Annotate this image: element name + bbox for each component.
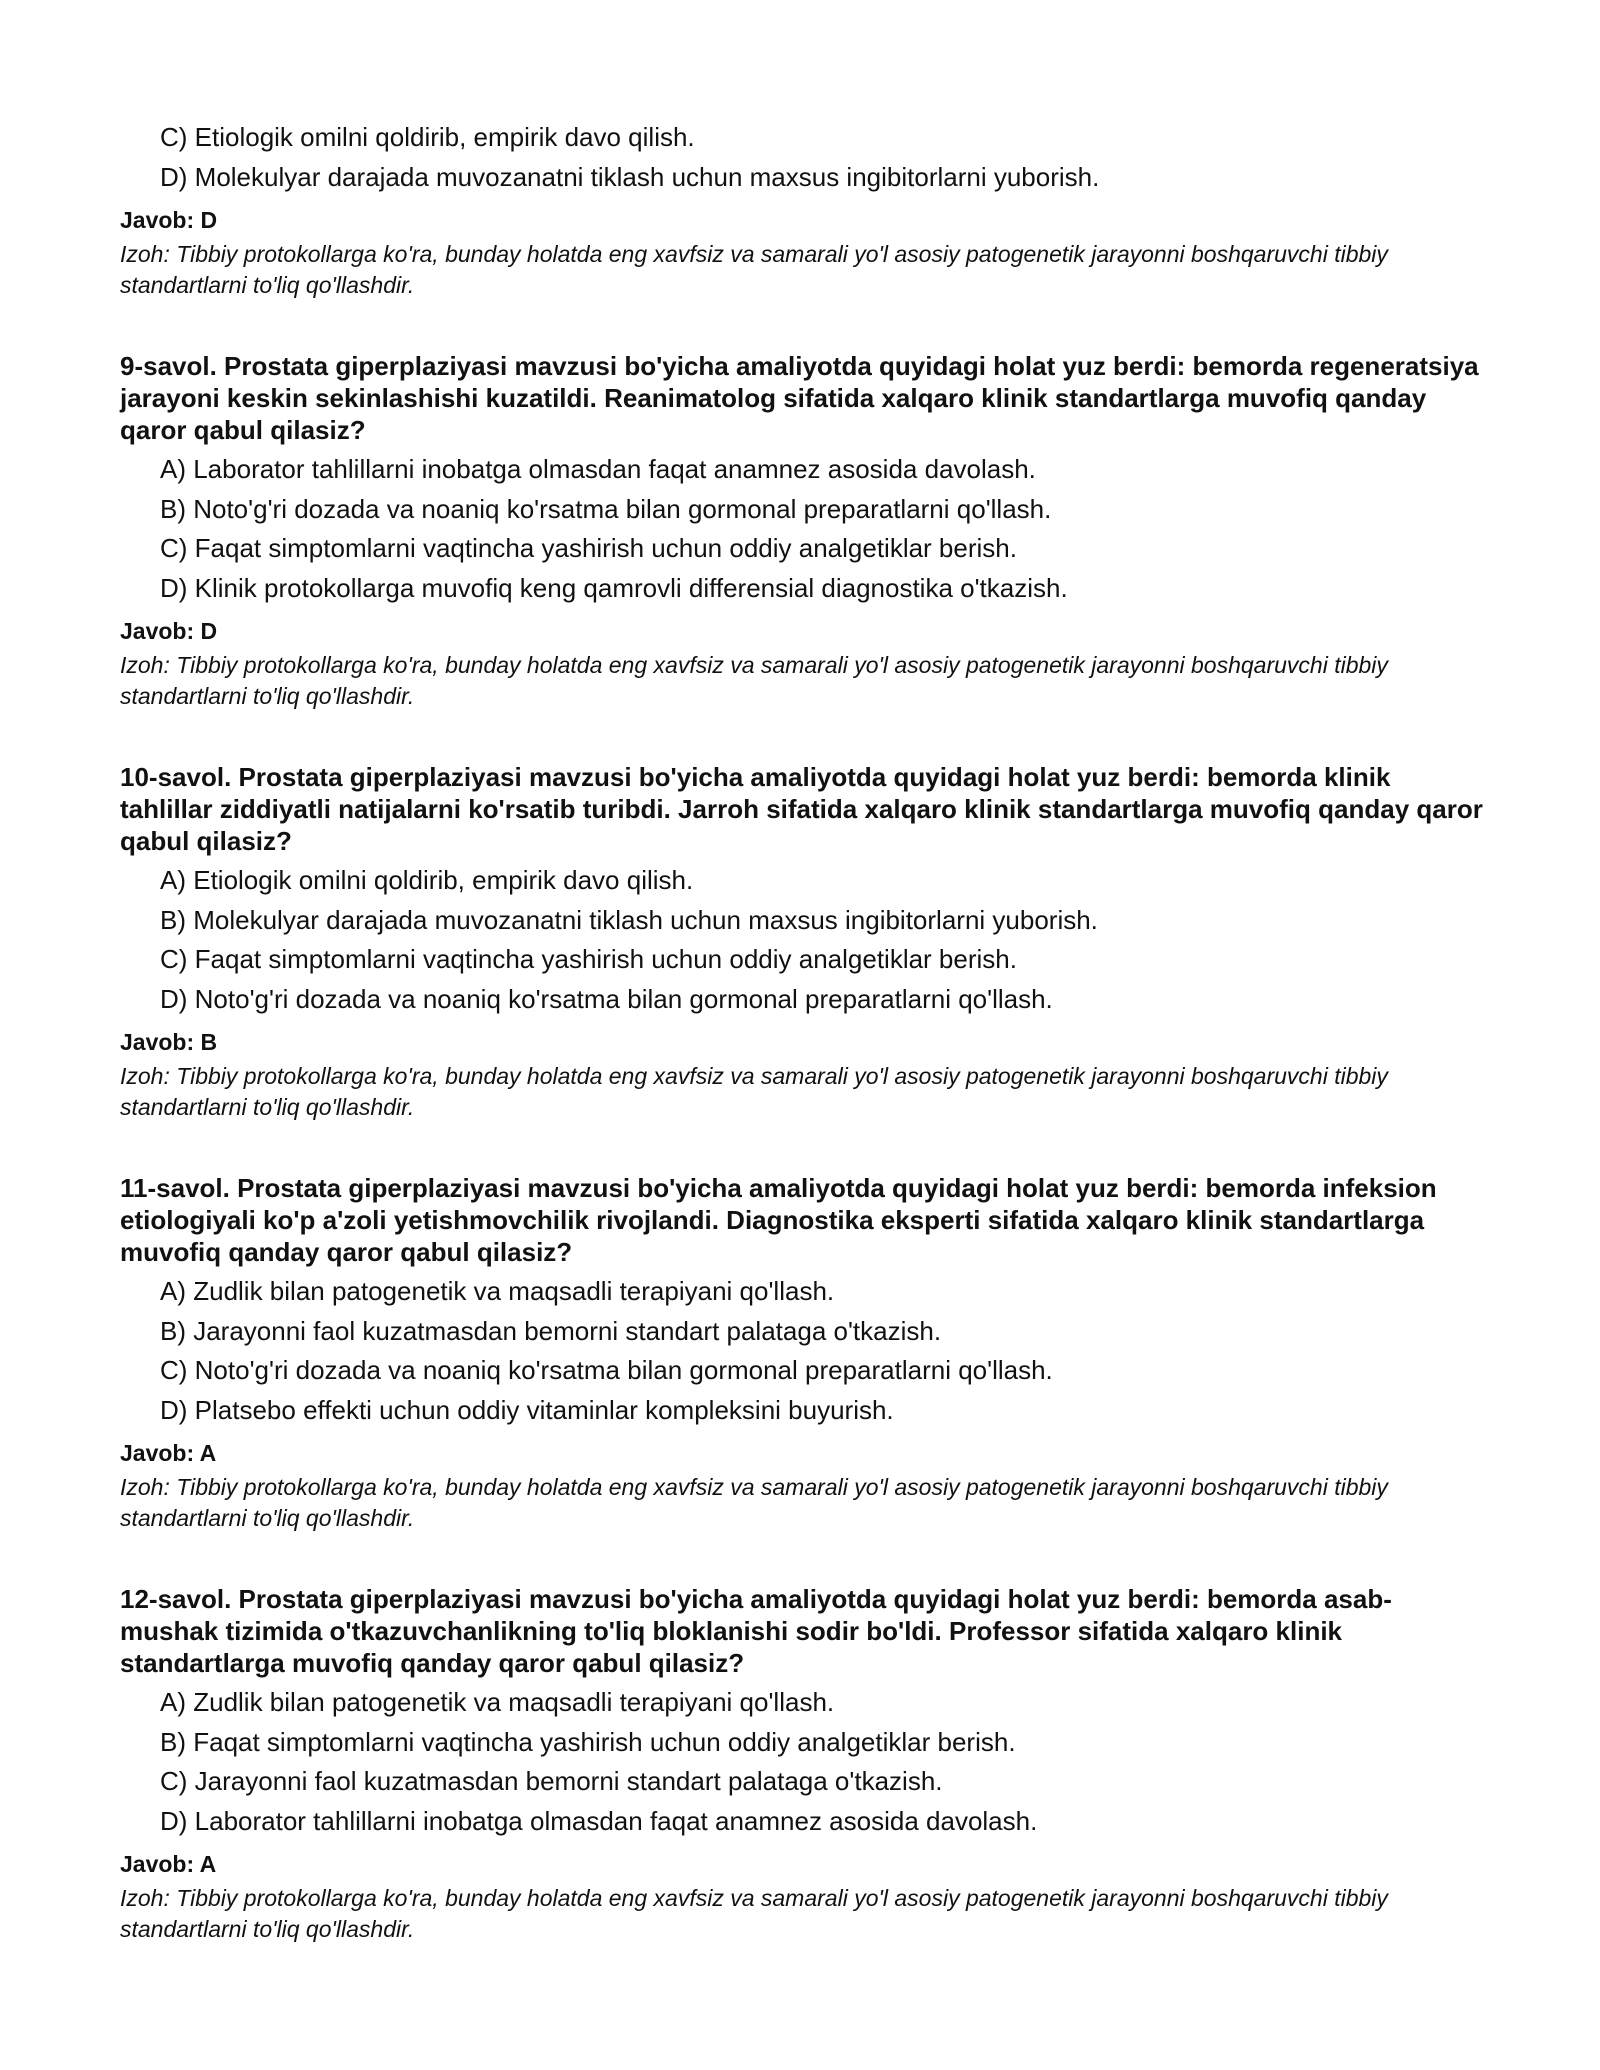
option-a: A) Etiologik omilni qoldirib, empirik davo qilish. (160, 865, 694, 895)
question-9 (120, 350, 1480, 712)
answer-label: Javob: D (120, 207, 218, 233)
option-b: B) Molekulyar darajada muvozanatni tiklash uchun maxsus ingibitorlarni yuborish. (160, 904, 1098, 935)
option-d: D) Laborator tahlillarni inobatga olmasdan faqat anamnez asosida davolash. (160, 1805, 1038, 1836)
question-12 (120, 1583, 1480, 1945)
question-11 (120, 1172, 1480, 1534)
option-c: C) Faqat simptomlarni vaqtincha yashirish uchun oddiy analgetiklar berish. (160, 944, 1017, 974)
answer-label: Javob: A (120, 1440, 217, 1466)
option-c: C) Jarayonni faol kuzatmasdan bemorni standart palataga o'tkazish. (160, 1766, 943, 1796)
explanation-note: Izoh: Tibbiy protokollarga ko'ra, bunday holatda eng xavfsiz va samarali yo'l asosiy patogenetik jarayonni boshqaruvchi tibbiy standartlarni to'liq qo'llashdir. (120, 241, 1388, 298)
option-d: D) Molekulyar darajada muvozanatni tiklash uchun maxsus ingibitorlarni yuborish. (160, 161, 1100, 192)
question-text: 10-savol. Prostata giperplaziyasi mavzusi bo'yicha amaliyotda quyidagi holat yuz berdi: bemorda klinik tahlillar ziddiyatli natijalarni ko'rsatib turibdi. Jarroh sifatida xalqaro klinik standartlarga muvofiq qanday qaror qabul qilasiz? (120, 762, 1483, 856)
question-10 (120, 761, 1483, 1123)
question-text: 11-savol. Prostata giperplaziyasi mavzusi bo'yicha amaliyotda quyidagi holat yuz berdi: bemorda infeksion etiologiyali ko'p a'zoli yetishmovchilik rivojlandi. Diagnostika eksperti sifatida xalqaro klinik standartlarga muvofiq qanday qaror qabul qilasiz? (120, 1173, 1437, 1267)
explanation-note: Izoh: Tibbiy protokollarga ko'ra, bunday holatda eng xavfsiz va samarali yo'l asosiy patogenetik jarayonni boshqaruvchi tibbiy standartlarni to'liq qo'llashdir. (120, 1885, 1388, 1942)
option-a: A) Zudlik bilan patogenetik va maqsadli terapiyani qo'llash. (160, 1687, 835, 1717)
option-d: D) Platsebo effekti uchun oddiy vitaminlar kompleksini buyurish. (160, 1394, 894, 1425)
explanation-note: Izoh: Tibbiy protokollarga ko'ra, bunday holatda eng xavfsiz va samarali yo'l asosiy patogenetik jarayonni boshqaruvchi tibbiy standartlarni to'liq qo'llashdir. (120, 652, 1388, 709)
option-c: C) Etiologik omilni qoldirib, empirik davo qilish. (160, 122, 695, 152)
option-c: C) Noto'g'ri dozada va noaniq ko'rsatma bilan gormonal preparatlarni qo'llash. (160, 1355, 1053, 1385)
carryover-question-tail (120, 118, 1480, 301)
option-list (120, 861, 1480, 1019)
option-list (120, 1683, 1480, 1841)
option-list (120, 450, 1480, 608)
option-d: D) Noto'g'ri dozada va noaniq ko'rsatma bilan gormonal preparatlarni qo'llash. (160, 983, 1053, 1014)
option-d: D) Klinik protokollarga muvofiq keng qamrovli differensial diagnostika o'tkazish. (160, 572, 1068, 603)
explanation-note: Izoh: Tibbiy protokollarga ko'ra, bunday holatda eng xavfsiz va samarali yo'l asosiy patogenetik jarayonni boshqaruvchi tibbiy standartlarni to'liq qo'llashdir. (120, 1063, 1388, 1120)
option-list (120, 118, 1480, 197)
option-b: B) Faqat simptomlarni vaqtincha yashirish uchun oddiy analgetiklar berish. (160, 1726, 1016, 1757)
option-list (120, 1272, 1480, 1430)
answer-label: Javob: D (120, 618, 218, 644)
question-text: 9-savol. Prostata giperplaziyasi mavzusi bo'yicha amaliyotda quyidagi holat yuz berdi: bemorda regeneratsiya jarayoni keskin sekinlashishi kuzatildi. Reanimatolog sifatida xalqaro klinik standartlarga muvofiq qanday qaror qabul qilasiz? (120, 351, 1479, 445)
option-a: A) Laborator tahlillarni inobatga olmasdan faqat anamnez asosida davolash. (160, 454, 1036, 484)
option-b: B) Noto'g'ri dozada va noaniq ko'rsatma bilan gormonal preparatlarni qo'llash. (160, 493, 1052, 524)
explanation-note: Izoh: Tibbiy protokollarga ko'ra, bunday holatda eng xavfsiz va samarali yo'l asosiy patogenetik jarayonni boshqaruvchi tibbiy standartlarni to'liq qo'llashdir. (120, 1474, 1388, 1531)
question-text: 12-savol. Prostata giperplaziyasi mavzusi bo'yicha amaliyotda quyidagi holat yuz berdi: bemorda asab-mushak tizimida o'tkazuvchanlikning to'liq bloklanishi sodir bo'ldi. Professor sifatida xalqaro klinik standartlarga muvofiq qanday qaror qabul qilasiz? (120, 1584, 1392, 1678)
option-a: A) Zudlik bilan patogenetik va maqsadli terapiyani qo'llash. (160, 1276, 835, 1306)
answer-label: Javob: B (120, 1029, 218, 1055)
option-b: B) Jarayonni faol kuzatmasdan bemorni standart palataga o'tkazish. (160, 1315, 942, 1346)
answer-label: Javob: A (120, 1851, 217, 1877)
option-c: C) Faqat simptomlarni vaqtincha yashirish uchun oddiy analgetiklar berish. (160, 533, 1017, 563)
